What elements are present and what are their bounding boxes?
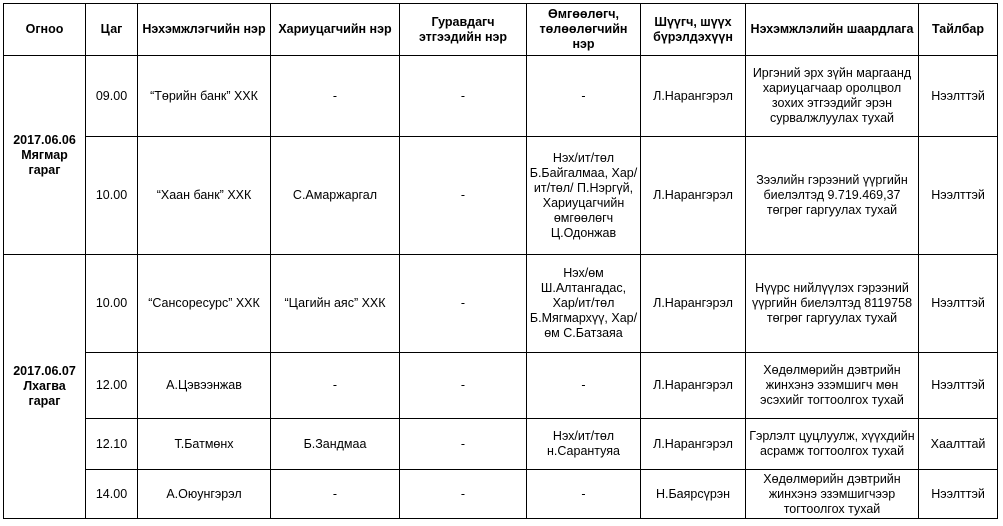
plaintiff-cell: А.Оюунгэрэл — [138, 470, 271, 519]
header-defendant: Хариуцагчийн нэр — [271, 4, 400, 56]
plaintiff-cell: А.Цэвээнжав — [138, 353, 271, 419]
note-cell: Нээлттэй — [919, 255, 998, 353]
date-cell: 2017.06.07 Лхагва гараг — [4, 255, 86, 519]
claim-cell: Нүүрс нийлүүлэх гэрээний үүргийн биелэлтэд 8119758 төгрөг гаргуулах тухай — [746, 255, 919, 353]
header-row — [4, 4, 998, 56]
plaintiff-cell: “Хаан банк” ХХК — [138, 137, 271, 255]
header-date: Огноо — [4, 4, 86, 56]
header-claim: Нэхэмжлэлийн шаардлага — [746, 4, 919, 56]
third-party-cell: - — [400, 255, 527, 353]
note-cell: Нээлттэй — [919, 470, 998, 519]
table-row — [4, 470, 998, 519]
representative-cell: Нэх/ит/төл Б.Байгалмаа, Хар/ит/төл/ П.Нэргүй, Хариуцагчийн өмгөөлөгч Ц.Одонжав — [527, 137, 641, 255]
table-row — [4, 255, 998, 353]
claim-cell: Иргэний эрх зүйн маргаанд хариуцагчаар оролцвол зохих этгээдийг эрэн сурвалжлуулах тухай — [746, 56, 919, 137]
defendant-cell: - — [271, 353, 400, 419]
judge-cell: Л.Нарангэрэл — [641, 56, 746, 137]
plaintiff-cell: “Төрийн банк” ХХК — [138, 56, 271, 137]
note-cell: Нээлттэй — [919, 137, 998, 255]
court-schedule-table — [3, 3, 998, 519]
header-time: Цаг — [86, 4, 138, 56]
claim-cell: Зээлийн гэрээний үүргийн биелэлтэд 9.719.469,37 төгрөг гаргуулах тухай — [746, 137, 919, 255]
date-cell: 2017.06.06 Мягмар гараг — [4, 56, 86, 255]
representative-cell: - — [527, 56, 641, 137]
note-cell: Хаалттай — [919, 419, 998, 470]
plaintiff-cell: “Сансоресурс” ХХК — [138, 255, 271, 353]
claim-cell: Хөдөлмөрийн дэвтрийн жинхэнэ эзэмшигч мөн эсэхийг тогтоолгох тухай — [746, 353, 919, 419]
third-party-cell: - — [400, 419, 527, 470]
third-party-cell: - — [400, 137, 527, 255]
claim-cell: Хөдөлмөрийн дэвтрийн жинхэнэ эзэмшигчээр тогтоолгох тухай — [746, 470, 919, 519]
time-cell: 12.00 — [86, 353, 138, 419]
table-row — [4, 353, 998, 419]
third-party-cell: - — [400, 353, 527, 419]
time-cell: 09.00 — [86, 56, 138, 137]
table-row — [4, 56, 998, 137]
representative-cell: Нэх/өм Ш.Алтангадас, Хар/ит/төл Б.Мягмархүү, Хар/өм С.Батзаяа — [527, 255, 641, 353]
table-row — [4, 137, 998, 255]
claim-cell: Гэрлэлт цуцлуулж, хүүхдийн асрамж тогтоолгох тухай — [746, 419, 919, 470]
third-party-cell: - — [400, 56, 527, 137]
time-cell: 10.00 — [86, 255, 138, 353]
defendant-cell: Б.Зандмаа — [271, 419, 400, 470]
representative-cell: - — [527, 470, 641, 519]
header-third-party: Гуравдагч этгээдийн нэр — [400, 4, 527, 56]
defendant-cell: “Цагийн аяс” ХХК — [271, 255, 400, 353]
header-representative: Өмгөөлөгч, төлөөлөгчийн нэр — [527, 4, 641, 56]
judge-cell: Л.Нарангэрэл — [641, 419, 746, 470]
judge-cell: Л.Нарангэрэл — [641, 353, 746, 419]
third-party-cell: - — [400, 470, 527, 519]
plaintiff-cell: Т.Батмөнх — [138, 419, 271, 470]
defendant-cell: С.Амаржаргал — [271, 137, 400, 255]
note-cell: Нээлттэй — [919, 56, 998, 137]
header-plaintiff: Нэхэмжлэгчийн нэр — [138, 4, 271, 56]
time-cell: 12.10 — [86, 419, 138, 470]
representative-cell: Нэх/ит/төл н.Сарантуяа — [527, 419, 641, 470]
judge-cell: Л.Нарангэрэл — [641, 137, 746, 255]
time-cell: 14.00 — [86, 470, 138, 519]
defendant-cell: - — [271, 470, 400, 519]
time-cell: 10.00 — [86, 137, 138, 255]
note-cell: Нээлттэй — [919, 353, 998, 419]
header-note: Тайлбар — [919, 4, 998, 56]
header-judge: Шүүгч, шүүх бүрэлдэхүүн — [641, 4, 746, 56]
judge-cell: Л.Нарангэрэл — [641, 255, 746, 353]
representative-cell: - — [527, 353, 641, 419]
defendant-cell: - — [271, 56, 400, 137]
judge-cell: Н.Баярсүрэн — [641, 470, 746, 519]
table-row — [4, 419, 998, 470]
